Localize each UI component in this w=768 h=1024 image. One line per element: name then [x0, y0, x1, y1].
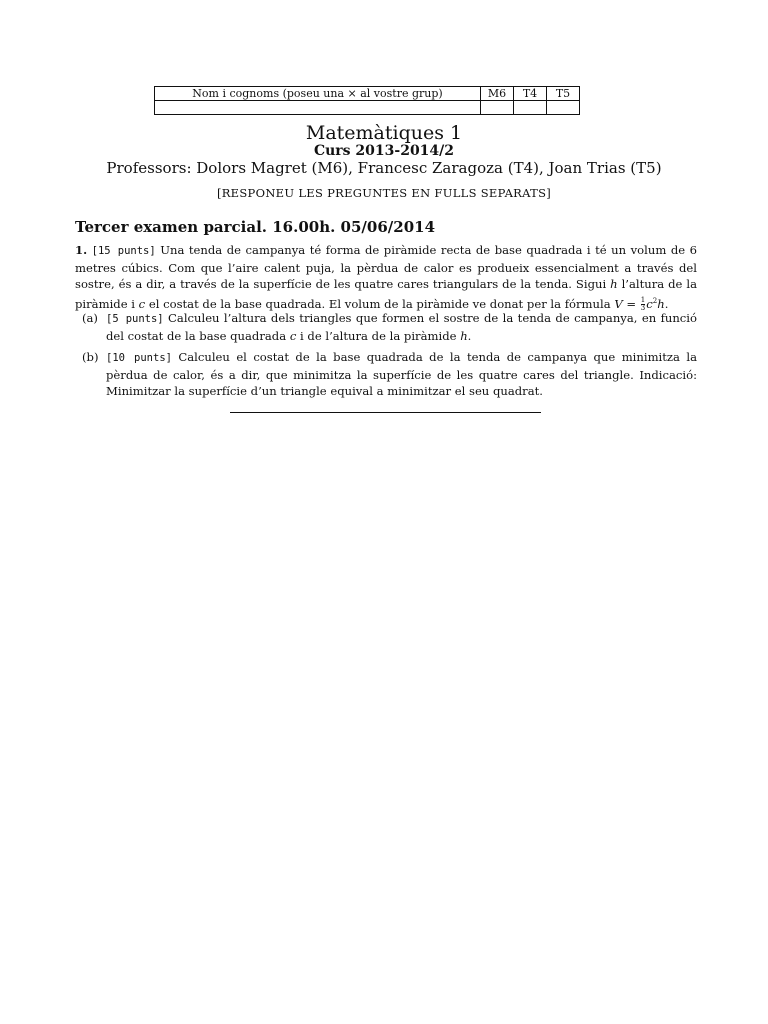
exam-title: Matemàtiques 1 [305, 122, 463, 144]
formula-lhs: V [614, 296, 623, 311]
part-a [82, 310, 697, 344]
fraction-numerator: 1 [640, 295, 646, 304]
var-c: c [289, 328, 297, 343]
part-b-body [106, 349, 697, 400]
group-header-t4: T4 [514, 87, 547, 101]
professors-line: Professors: Dolors Magret (M6), Francesc Zaragoza (T4), Joan Trias (T5) [106, 159, 662, 177]
problem-text: Una tenda de campanya té forma de piràmide recta de base quadrada i té un volum de 6 metres cúbics. Com que l’aire calent puja, la pèrdua de calor es produeix essencialment a través del sostre, és a dir, a través de la superfície de les quatre cares triangulars de la tenda. Sigui [75, 243, 698, 291]
student-id-table [154, 86, 580, 115]
problem-points: [15 punts] [91, 245, 156, 257]
formula-c: c [646, 296, 653, 311]
formula-h: h [657, 296, 665, 311]
var-h: h [460, 328, 468, 343]
instructions-line: [RESPONEU LES PREGUNTES EN FULLS SEPARATS] [216, 186, 552, 200]
part-b-label: (b) [82, 350, 99, 364]
part-a-text: i de l’altura de la piràmide [296, 328, 461, 343]
problem-text: l’altura de la piràmide i [75, 277, 697, 311]
name-header: Nom i cognoms (poseu una × al vostre grup) [155, 87, 481, 101]
part-b [82, 349, 697, 400]
problem-number: 1. [75, 243, 88, 257]
name-field[interactable] [155, 101, 481, 115]
problem-1 [75, 242, 697, 312]
group-header-m6: M6 [481, 87, 514, 101]
exam-heading: Tercer examen parcial. 16.00h. 05/06/2014 [75, 218, 436, 236]
fraction-denominator: 3 [640, 303, 646, 312]
var-h: h [610, 277, 618, 291]
group-box-m6[interactable] [481, 101, 514, 115]
problem-text: el costat de la base quadrada. El volum de la piràmide ve donat per la fórmula [145, 296, 615, 311]
course-line: Curs 2013-2014/2 [313, 143, 455, 159]
part-a-label: (a) [82, 311, 98, 325]
group-box-t4[interactable] [514, 101, 547, 115]
problem-text: . [664, 296, 669, 311]
part-a-text: . [467, 328, 472, 343]
formula-exponent: 2 [652, 296, 658, 305]
group-header-t5: T5 [547, 87, 580, 101]
part-a-text: Calculeu l’altura dels triangles que formen el sostre de la tenda de campanya, en funció del costat de la base quadrada [106, 311, 697, 343]
part-b-text: Calculeu el costat de la base quadrada de la tenda de campanya que minimitza la pèrdua de calor, és a dir, que minimitza la superfície de les quatre cares del triangle. Indicació: Minimitzar la superfície d’un triangle equival a minimitzar el seu quadrat. [106, 350, 698, 398]
part-b-points: [10 punts] [106, 352, 172, 364]
part-a-body [106, 310, 697, 344]
group-box-t5[interactable] [547, 101, 580, 115]
part-a-points: [5 punts] [106, 313, 164, 325]
end-rule [230, 412, 541, 413]
var-c: c [138, 296, 146, 311]
formula-equals: = [622, 296, 640, 311]
